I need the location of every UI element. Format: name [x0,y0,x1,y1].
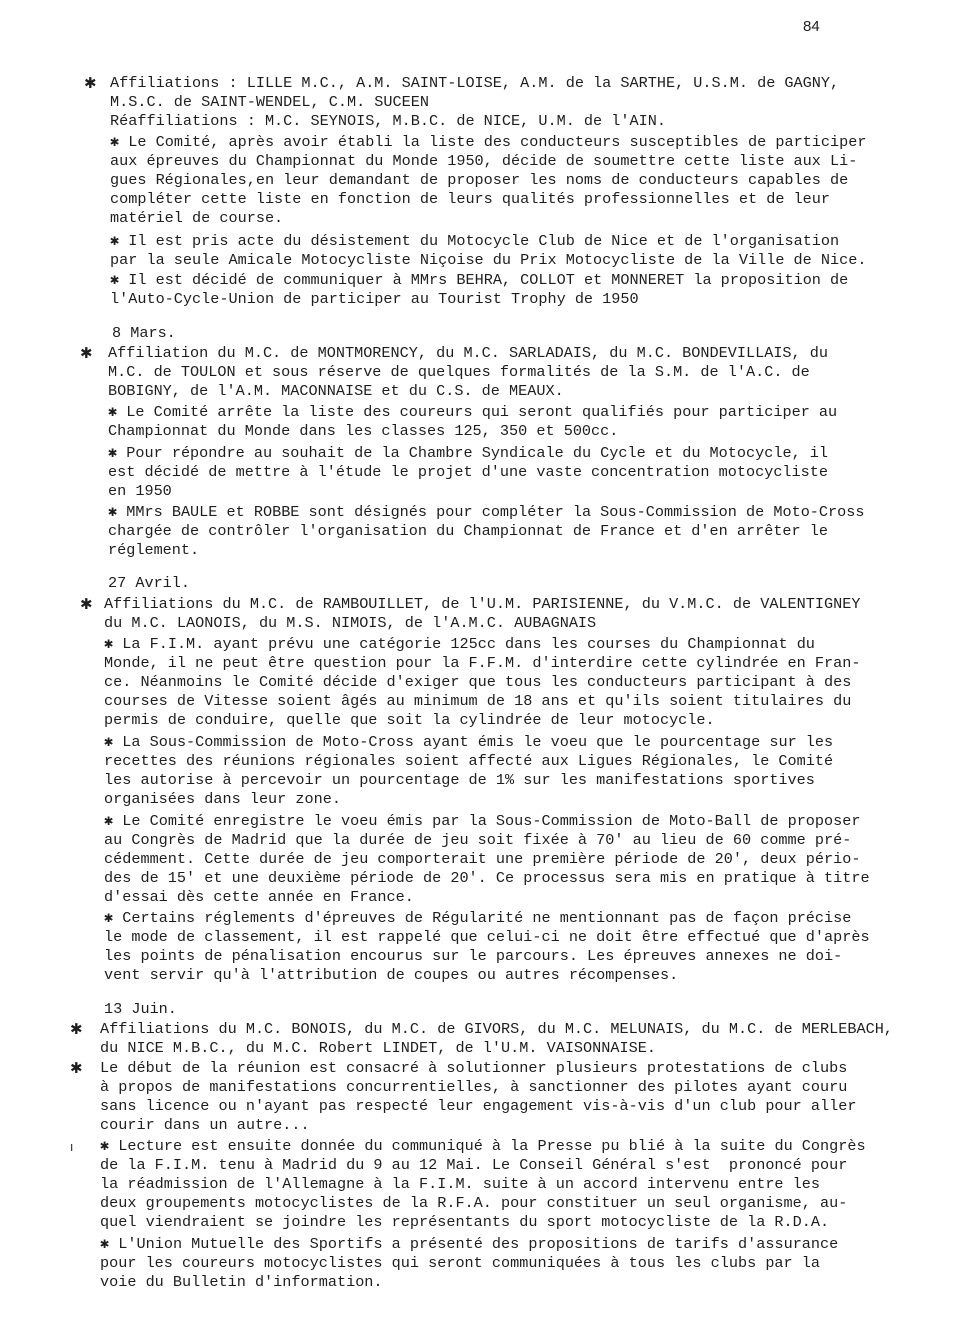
bullet-star-icon: ✱ [80,344,93,362]
text-line: gues Régionales,en leur demandant de proposer les noms de conducteurs capables de [110,171,849,189]
text-line: matériel de course. [110,209,284,227]
text-line: Réaffiliations : M.C. SEYNOIS, M.B.C. de NICE, U.M. de l'AIN. [110,112,666,130]
text-line: ✱ Le Comité enregistre le voeu émis par la Sous-Commission de Moto-Ball de proposer [104,812,861,830]
text-line: courses de Vitesse soient âgés au minimum de 18 ans et qu'ils soient titulaires du [104,692,852,710]
bullet-star-icon: ✱ [80,595,93,613]
text-line: au Congrès de Madrid que la durée de jeu soit fixée à 70' au lieu de 60 comme pré- [104,831,852,849]
text-line: les points de pénalisation encourus sur le parcours. Les épreuves annexes ne doi- [104,947,843,965]
text-line: des de 15' et une deuxième période de 20'. Ce processus sera mis en pratique à titre [104,869,870,887]
text-line: BOBIGNY, de l'A.M. MACONNAISE et du C.S. de MEAUX. [108,382,564,400]
text-line: chargée de contrôler l'organisation du Championnat de France et d'en arrêter le [108,522,829,540]
bullet-star-icon: ✱ [70,1020,83,1038]
text-line: d'essai dès cette année en France. [104,888,414,906]
text-line: aux épreuves du Championnat du Monde 1950, décide de soumettre cette liste aux Li- [110,152,858,170]
text-line: ✱ L'Union Mutuelle des Sportifs a présenté des propositions de tarifs d'assurance [100,1235,839,1253]
text-line: recettes des réunions régionales soient affecté aux Ligues Régionales, le Comité [104,752,834,770]
text-line: l'Auto-Cycle-Union de participer au Tourist Trophy de 1950 [110,290,639,308]
text-line: voie du Bulletin d'information. [100,1273,383,1291]
text-line: les autorise à percevoir un pourcentage de 1% sur les manifestations sportives [104,771,815,789]
text-line: sans licence ou n'ayant pas respecté leur engagement vis-à-vis d'un club pour aller [100,1097,857,1115]
text-line: ✱ Le Comité arrête la liste des coureurs qui seront qualifiés pour participer au [108,403,838,421]
text-line: Affiliations : LILLE M.C., A.M. SAINT-LOISE, A.M. de la SARTHE, U.S.M. de GAGNY, [110,74,840,92]
text-line: Le début de la réunion est consacré à solutionner plusieurs protestations de clubs [100,1059,848,1077]
text-line: de la F.I.M. tenu à Madrid du 9 au 12 Mai. Le Conseil Général s'est prononcé pour [100,1156,848,1174]
text-line: organisées dans leur zone. [104,790,341,808]
text-line: ✱ Lecture est ensuite donnée du communiqué à la Presse pu blié à la suite du Congrès [100,1137,866,1155]
text-line: en 1950 [108,482,172,500]
text-line: du M.C. LAONOIS, du M.S. NIMOIS, de l'A.M.C. AUBAGNAIS [104,614,597,632]
text-line: Affiliation du M.C. de MONTMORENCY, du M.C. SARLADAIS, du M.C. BONDEVILLAIS, du [108,344,829,362]
bullet-star-icon: ✱ [70,1059,83,1077]
bullet-star-icon: ı [70,1140,74,1154]
text-line: Monde, il ne peut être question pour la F.F.M. d'interdire cette cylindrée en Fran- [104,654,861,672]
text-line: la réadmission de l'Allemagne à la F.I.M. suite à un accord intervenu entre les [100,1175,821,1193]
text-line: ✱ La F.I.M. ayant prévu une catégorie 125cc dans les courses du Championnat du [104,635,815,653]
text-line: ✱ Le Comité, après avoir établi la liste des conducteurs susceptibles de participer [110,133,867,151]
text-line: M.C. de TOULON et sous réserve de quelques formalités de la S.M. de l'A.C. de [108,363,810,381]
text-line: vent servir qu'à l'attribution de coupes ou autres récompenses. [104,966,679,984]
section-date: 27 Avril. [108,574,191,592]
text-line: par la seule Amicale Motocycliste Niçoise du Prix Motocycliste de la Ville de Nice. [110,251,867,269]
text-line: est décidé de mettre à l'étude le projet d'une vaste concentration motocycliste [108,463,829,481]
text-line: quel viendraient se joindre les représentants du sport motocycliste de la R.D.A. [100,1213,830,1231]
text-line: le mode de classement, il est rappelé que celui-ci ne doit être effectué que d'après [104,928,870,946]
text-line: ✱ La Sous-Commission de Moto-Cross ayant émis le voeu que le pourcentage sur les [104,733,834,751]
text-line: Affiliations du M.C. BONOIS, du M.C. de GIVORS, du M.C. MELUNAIS, du M.C. de MERLEBACH, [100,1020,893,1038]
text-line: du NICE M.B.C., du M.C. Robert LINDET, de l'U.M. VAISONNAISE. [100,1039,656,1057]
text-line: cédemment. Cette durée de jeu comporterait une première période de 20', deux pério- [104,850,861,868]
text-line: ✱ Certains réglements d'épreuves de Régularité ne mentionnant pas de façon précise [104,909,852,927]
text-line: compléter cette liste en fonction de leurs qualités professionnelles et de leur [110,190,831,208]
text-line: ✱ Pour répondre au souhait de la Chambre Syndicale du Cycle et du Motocycle, il [108,444,829,462]
section-date: 13 Juin. [104,1000,177,1018]
text-line: réglement. [108,541,200,559]
text-line: pour les coureurs motocyclistes qui seront communiquées à tous les clubs par la [100,1254,821,1272]
text-line: Championnat du Monde dans les classes 125, 350 et 500cc. [108,422,619,440]
text-line: ce. Néanmoins le Comité décide d'exiger que tous les conducteurs participant à des [104,673,852,691]
text-line: Affiliations du M.C. de RAMBOUILLET, de l'U.M. PARISIENNE, du V.M.C. de VALENTIGNEY [104,595,861,613]
text-line: ✱ Il est décidé de communiquer à MMrs BEHRA, COLLOT et MONNERET la proposition de [110,271,849,289]
section-date: 8 Mars. [112,324,176,342]
text-line: ✱ Il est pris acte du désistement du Motocycle Club de Nice et de l'organisation [110,232,840,250]
page-number: 84 [803,18,820,35]
text-line: à propos de manifestations concurrentielles, à sanctionner des pilotes ayant couru [100,1078,848,1096]
bullet-star-icon: ✱ [84,74,97,92]
text-line: permis de conduire, quelle que soit la cylindrée de leur motocycle. [104,711,715,729]
text-line: deux groupements motocyclistes de la R.F.A. pour constituer un seul organisme, au- [100,1194,848,1212]
text-line: courir dans un autre... [100,1116,310,1134]
text-line: ✱ MMrs BAULE et ROBBE sont désignés pour compléter la Sous-Commission de Moto-Cross [108,503,865,521]
text-line: M.S.C. de SAINT-WENDEL, C.M. SUCEEN [110,93,429,111]
